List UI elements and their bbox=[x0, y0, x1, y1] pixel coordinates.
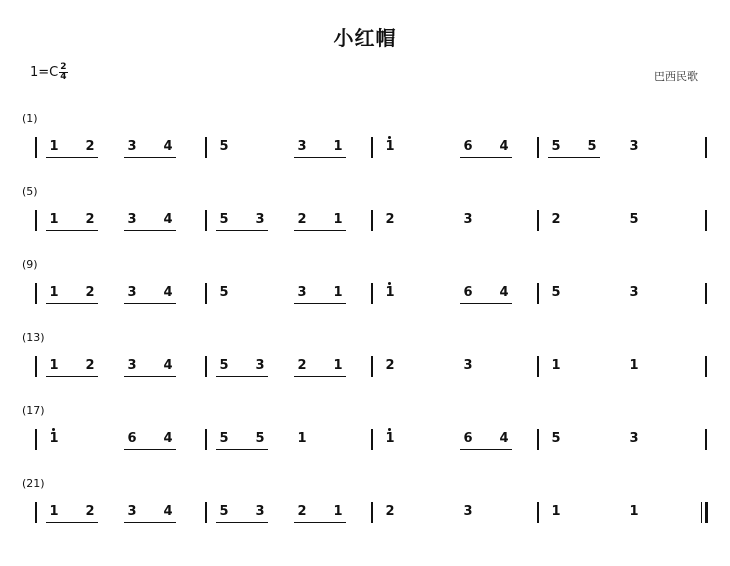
note: 5 bbox=[587, 139, 597, 154]
note: 3 bbox=[255, 212, 265, 227]
high-octave-dot bbox=[388, 136, 391, 139]
note: 3 bbox=[463, 212, 473, 227]
note: 4 bbox=[163, 431, 173, 446]
song-title: 小红帽 bbox=[333, 26, 397, 50]
note: 2 bbox=[85, 212, 95, 227]
note: 3 bbox=[127, 504, 137, 519]
note: 1 bbox=[383, 431, 397, 447]
score-system bbox=[0, 331, 730, 391]
note: 3 bbox=[629, 139, 639, 154]
note: 1 bbox=[333, 504, 343, 519]
note: 3 bbox=[127, 285, 137, 300]
key-label: 1=C bbox=[30, 65, 59, 80]
note: 1 bbox=[551, 358, 561, 373]
eighth-note-beam bbox=[216, 449, 268, 450]
time-signature-denominator: 4 bbox=[60, 72, 67, 82]
note: 5 bbox=[629, 212, 639, 227]
note: 5 bbox=[219, 139, 229, 154]
barline bbox=[371, 502, 373, 523]
note: 3 bbox=[629, 431, 639, 446]
barline bbox=[35, 429, 37, 450]
note: 2 bbox=[385, 504, 395, 519]
note: 1 bbox=[333, 212, 343, 227]
eighth-note-beam bbox=[124, 376, 176, 377]
song-origin: 巴西民歌 bbox=[654, 70, 698, 83]
barline bbox=[205, 137, 207, 158]
high-octave-dot bbox=[388, 282, 391, 285]
note: 3 bbox=[463, 504, 473, 519]
note: 5 bbox=[219, 285, 229, 300]
high-octave-dot bbox=[388, 428, 391, 431]
note: 4 bbox=[499, 139, 509, 154]
barline bbox=[371, 210, 373, 231]
note: 6 bbox=[463, 431, 473, 446]
eighth-note-beam bbox=[460, 303, 512, 304]
note: 2 bbox=[85, 358, 95, 373]
final-barline-thick bbox=[705, 502, 708, 523]
note: 1 bbox=[49, 139, 59, 154]
eighth-note-beam bbox=[124, 449, 176, 450]
note: 4 bbox=[163, 504, 173, 519]
note: 5 bbox=[551, 139, 561, 154]
note: 2 bbox=[297, 504, 307, 519]
note: 6 bbox=[463, 139, 473, 154]
eighth-note-beam bbox=[124, 303, 176, 304]
note: 3 bbox=[463, 358, 473, 373]
eighth-note-beam bbox=[46, 303, 98, 304]
note: 2 bbox=[85, 504, 95, 519]
note: 5 bbox=[551, 431, 561, 446]
note: 5 bbox=[219, 358, 229, 373]
note: 1 bbox=[49, 212, 59, 227]
note: 6 bbox=[463, 285, 473, 300]
eighth-note-beam bbox=[460, 157, 512, 158]
note: 3 bbox=[629, 285, 639, 300]
note: 3 bbox=[127, 212, 137, 227]
score-system bbox=[0, 404, 730, 464]
note: 1 bbox=[49, 358, 59, 373]
eighth-note-beam bbox=[294, 157, 346, 158]
note: 1 bbox=[629, 504, 639, 519]
barline bbox=[371, 137, 373, 158]
barline bbox=[35, 356, 37, 377]
barline bbox=[205, 502, 207, 523]
barline bbox=[35, 210, 37, 231]
note: 1 bbox=[383, 285, 397, 301]
note: 2 bbox=[551, 212, 561, 227]
eighth-note-beam bbox=[294, 303, 346, 304]
note: 1 bbox=[47, 431, 61, 447]
note: 2 bbox=[385, 358, 395, 373]
barline bbox=[371, 429, 373, 450]
score-system bbox=[0, 258, 730, 318]
note: 3 bbox=[127, 139, 137, 154]
barline bbox=[537, 210, 539, 231]
score-system bbox=[0, 477, 730, 537]
note: 1 bbox=[551, 504, 561, 519]
barline bbox=[371, 356, 373, 377]
eighth-note-beam bbox=[216, 376, 268, 377]
note: 3 bbox=[127, 358, 137, 373]
barline bbox=[35, 137, 37, 158]
barline bbox=[205, 210, 207, 231]
barline bbox=[35, 502, 37, 523]
note: 2 bbox=[385, 212, 395, 227]
note: 4 bbox=[499, 431, 509, 446]
eighth-note-beam bbox=[46, 522, 98, 523]
eighth-note-beam bbox=[294, 376, 346, 377]
barline bbox=[205, 429, 207, 450]
measure-number: (21) bbox=[22, 477, 45, 490]
note: 4 bbox=[163, 139, 173, 154]
high-octave-dot bbox=[52, 428, 55, 431]
eighth-note-beam bbox=[46, 157, 98, 158]
eighth-note-beam bbox=[124, 157, 176, 158]
eighth-note-beam bbox=[294, 522, 346, 523]
note: 4 bbox=[163, 285, 173, 300]
note: 1 bbox=[333, 139, 343, 154]
barline bbox=[705, 283, 707, 304]
note: 3 bbox=[255, 504, 265, 519]
measure-number: (17) bbox=[22, 404, 45, 417]
note: 5 bbox=[219, 431, 229, 446]
note: 3 bbox=[297, 285, 307, 300]
barline bbox=[205, 283, 207, 304]
barline bbox=[205, 356, 207, 377]
measure-number: (9) bbox=[22, 258, 38, 271]
note: 2 bbox=[297, 358, 307, 373]
eighth-note-beam bbox=[46, 376, 98, 377]
barline bbox=[537, 137, 539, 158]
measure-number: (1) bbox=[22, 112, 38, 125]
eighth-note-beam bbox=[460, 449, 512, 450]
barline bbox=[537, 502, 539, 523]
note: 5 bbox=[255, 431, 265, 446]
barline bbox=[537, 356, 539, 377]
note: 2 bbox=[297, 212, 307, 227]
score-system bbox=[0, 185, 730, 245]
note: 2 bbox=[85, 139, 95, 154]
measure-number: (5) bbox=[22, 185, 38, 198]
barline bbox=[705, 429, 707, 450]
note: 1 bbox=[629, 358, 639, 373]
note: 6 bbox=[127, 431, 137, 446]
barline bbox=[705, 210, 707, 231]
note: 5 bbox=[219, 504, 229, 519]
note: 1 bbox=[49, 285, 59, 300]
score-system bbox=[0, 112, 730, 172]
time-signature-numerator: 2 bbox=[60, 62, 67, 72]
note: 3 bbox=[297, 139, 307, 154]
barline bbox=[537, 283, 539, 304]
barline bbox=[537, 429, 539, 450]
note: 4 bbox=[499, 285, 509, 300]
note: 1 bbox=[383, 139, 397, 155]
eighth-note-beam bbox=[124, 230, 176, 231]
eighth-note-beam bbox=[216, 230, 268, 231]
barline bbox=[371, 283, 373, 304]
note: 1 bbox=[333, 285, 343, 300]
note: 3 bbox=[255, 358, 265, 373]
eighth-note-beam bbox=[216, 522, 268, 523]
eighth-note-beam bbox=[294, 230, 346, 231]
note: 5 bbox=[219, 212, 229, 227]
note: 5 bbox=[551, 285, 561, 300]
note: 1 bbox=[333, 358, 343, 373]
eighth-note-beam bbox=[548, 157, 600, 158]
final-barline-thin bbox=[701, 502, 702, 523]
note: 4 bbox=[163, 212, 173, 227]
note: 1 bbox=[49, 504, 59, 519]
measure-number: (13) bbox=[22, 331, 45, 344]
note: 2 bbox=[85, 285, 95, 300]
note: 1 bbox=[297, 431, 307, 446]
eighth-note-beam bbox=[124, 522, 176, 523]
barline bbox=[705, 137, 707, 158]
eighth-note-beam bbox=[46, 230, 98, 231]
note: 4 bbox=[163, 358, 173, 373]
barline bbox=[705, 356, 707, 377]
barline bbox=[35, 283, 37, 304]
